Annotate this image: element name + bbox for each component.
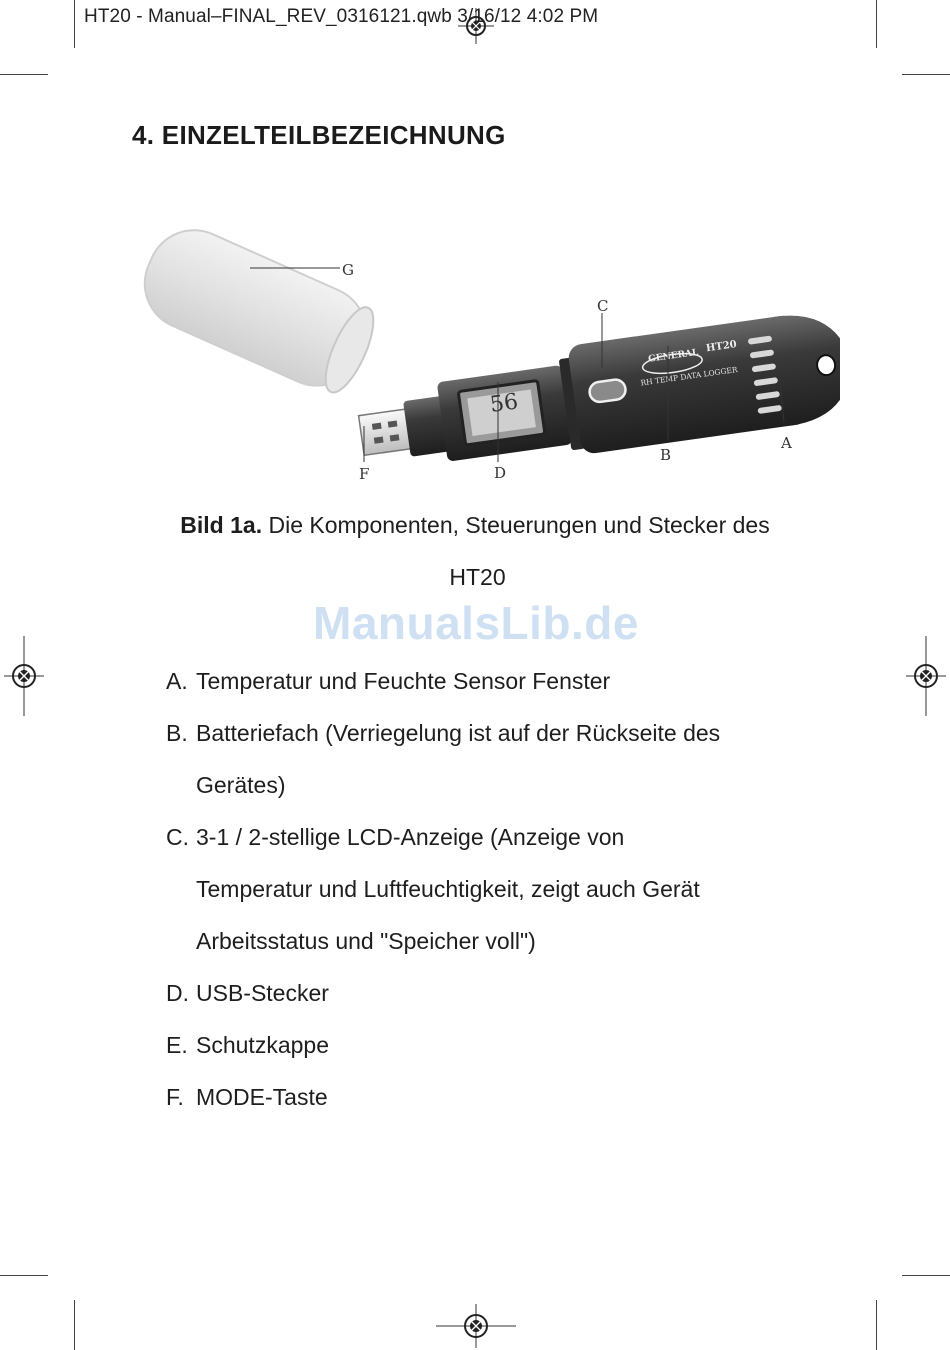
lcd-reading: 56	[488, 389, 520, 418]
registration-mark-icon	[436, 1304, 516, 1348]
item-letter: D.	[166, 980, 189, 1006]
callout-d: D	[494, 464, 507, 482]
list-item	[166, 668, 610, 695]
item-text: Schutzkappe	[196, 1032, 329, 1058]
caption-label: Bild 1a.	[180, 512, 263, 538]
crop-mark	[0, 1275, 48, 1276]
list-item	[166, 824, 624, 851]
item-letter: A.	[166, 668, 188, 694]
item-text: Temperatur und Feuchte Sensor Fenster	[196, 668, 611, 694]
brand-label: GENERAL	[647, 347, 699, 365]
protective-cap	[130, 216, 384, 403]
item-letter: E.	[166, 1032, 188, 1058]
crop-mark	[0, 74, 48, 75]
item-text: Batteriefach (Verriegelung ist auf der Rückseite des	[196, 720, 721, 746]
figure-caption	[0, 512, 950, 539]
caption-text: Die Komponenten, Steuerungen und Stecker des	[262, 512, 770, 538]
model-label: HT20	[705, 339, 738, 355]
callout-g: G	[342, 261, 354, 279]
item-text-continued: Gerätes)	[196, 772, 286, 798]
list-item	[166, 1032, 329, 1059]
list-item	[166, 1084, 328, 1111]
device-text: RH TEMP DATA LOGGER	[639, 364, 739, 388]
callout-b: B	[660, 446, 672, 464]
callout-c: C	[597, 297, 609, 315]
list-item	[166, 980, 329, 1007]
crop-mark	[876, 0, 877, 48]
callout-f: F	[359, 465, 370, 483]
item-text: 3-1 / 2-stellige LCD-Anzeige (Anzeige von	[196, 824, 625, 850]
figure-caption-line2: HT20	[449, 564, 506, 590]
crop-mark	[902, 74, 950, 75]
callout-a: A	[781, 434, 792, 452]
item-letter: F.	[166, 1084, 184, 1110]
item-text-continued: Temperatur und Luftfeuchtigkeit, zeigt auch Gerät	[196, 876, 700, 902]
device-figure	[120, 200, 840, 500]
watermark: ManualsLib.de	[313, 597, 639, 649]
list-item	[166, 720, 720, 747]
crop-mark	[902, 1275, 950, 1276]
logger-body	[353, 307, 840, 485]
item-text: MODE-Taste	[196, 1084, 328, 1110]
crop-mark	[74, 1300, 75, 1350]
crop-mark	[74, 0, 75, 48]
item-letter: B.	[166, 720, 188, 746]
item-text-continued: Arbeitsstatus und "Speicher voll")	[196, 928, 536, 954]
crop-mark	[876, 1300, 877, 1350]
print-slug: HT20 - Manual–FINAL_REV_0316121.qwb 3/16/12 4:02 PM	[84, 6, 599, 27]
section-title: 4. EINZELTEILBEZEICHNUNG	[132, 120, 506, 150]
item-letter: C.	[166, 824, 189, 850]
item-text: USB-Stecker	[196, 980, 329, 1006]
